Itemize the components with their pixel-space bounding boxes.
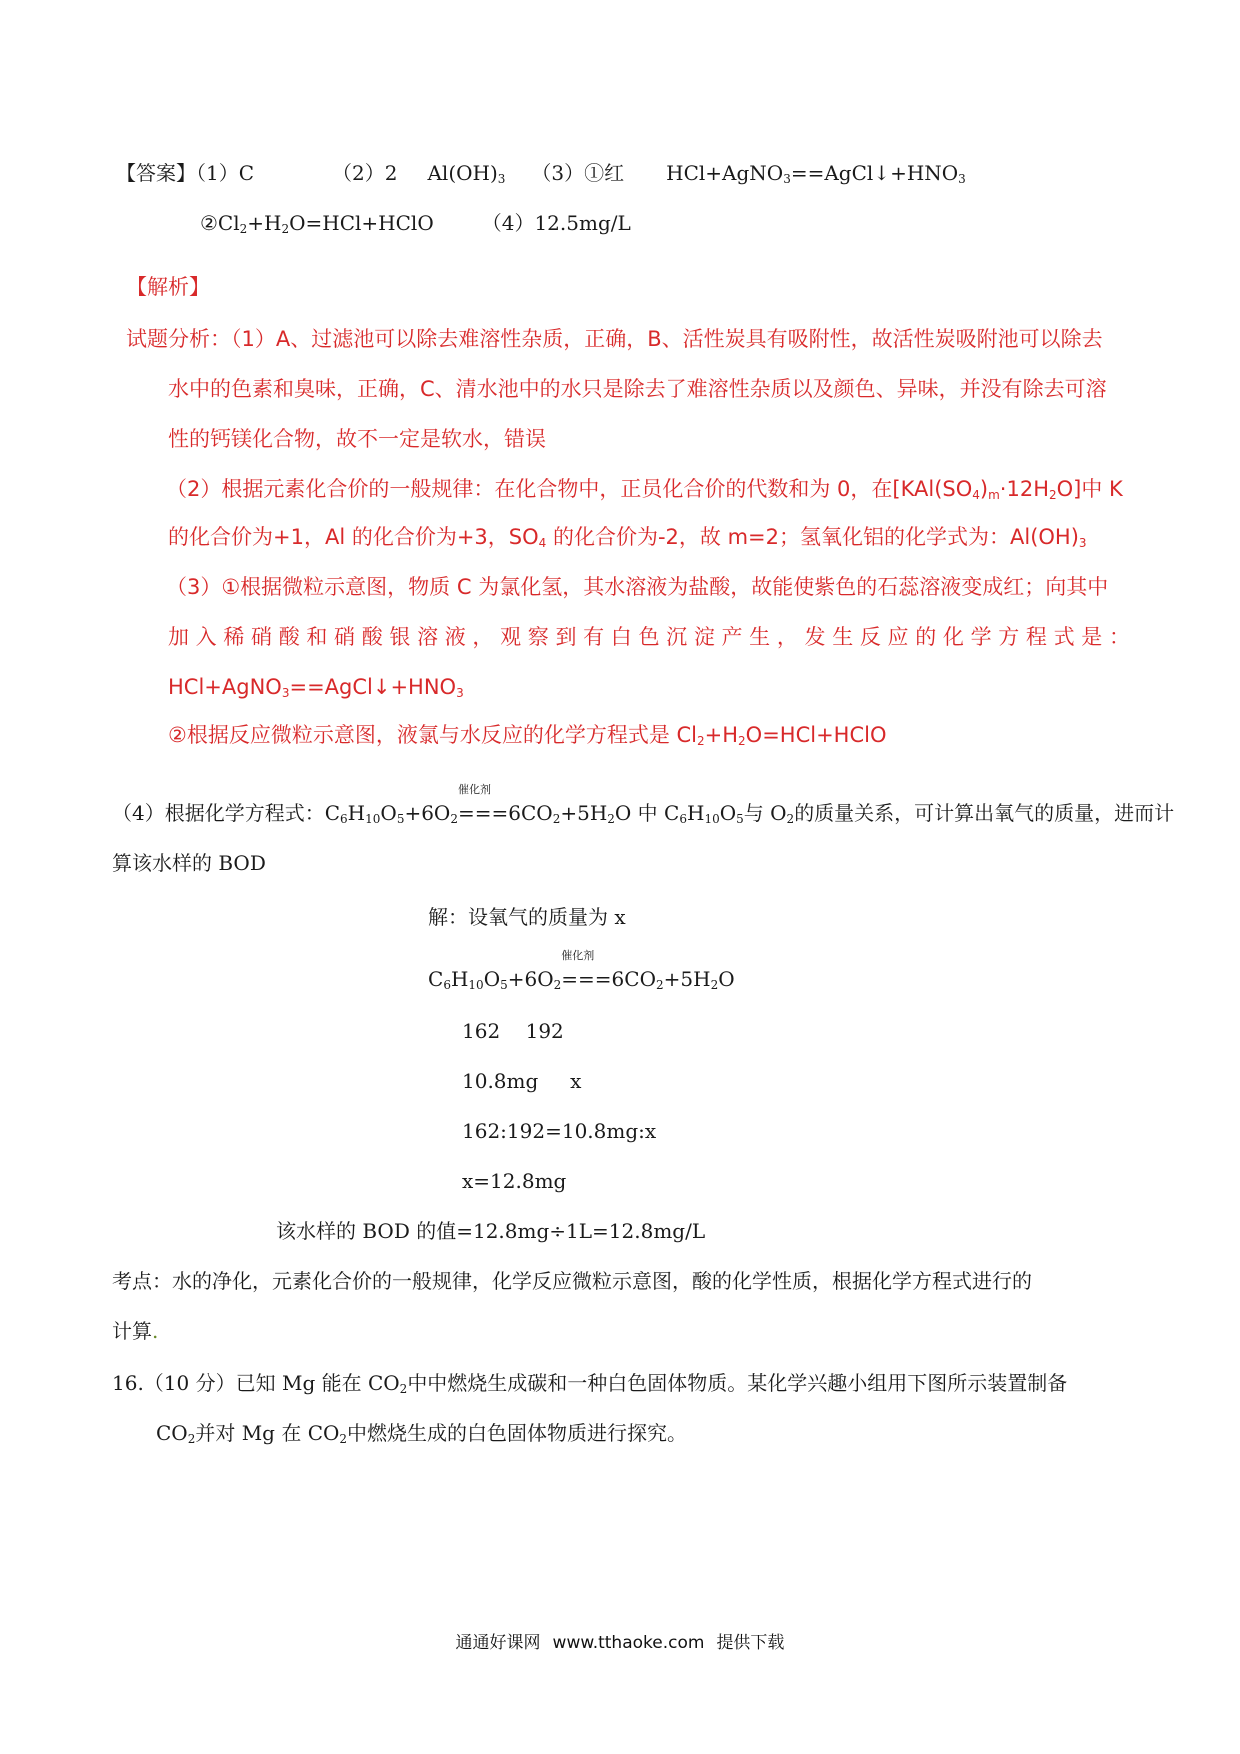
sub: 3	[497, 172, 506, 186]
answer-part3: （3）①红	[531, 161, 625, 185]
kaodian-dot: .	[152, 1319, 159, 1343]
analysis-p2-l1	[166, 476, 1123, 502]
catalyst-arrow: 催化剂 ===	[457, 783, 509, 825]
answer-eq1b: ==AgCl↓+HNO	[790, 161, 959, 185]
sub: 2	[1049, 488, 1057, 502]
answer-eq2b: +H	[247, 211, 282, 235]
calc-intro-l1: （4）根据化学方程式：$C_6H_{10}O_5+6O_2$ 催化剂 $===6CO_2+5H_2O$ 中 $C_6H_{10}O_5$与 $O_2$的质量关系，可计算出氧气的质量，进而计	[112, 783, 1175, 826]
answer-part2: （2）2	[332, 161, 398, 185]
analysis-text: 的化合价为+1，Al 的化合价为+3，SO	[168, 525, 539, 549]
analysis-p1-l3	[168, 426, 546, 452]
catalyst-arrow: 催化剂 ===	[561, 949, 612, 991]
sub: 3	[958, 172, 966, 186]
kaodian-l1	[112, 1268, 1032, 1294]
catalyst-label: 催化剂	[457, 783, 491, 796]
kaodian-text: 计算	[112, 1319, 152, 1343]
kaodian-text: 考点：水的净化，元素化合价的一般规律，化学反应微粒示意图，酸的化学性质，根据化学方程式进行的	[112, 1269, 1032, 1293]
analysis-p1-l1	[126, 326, 1103, 352]
sub: 2	[187, 1432, 196, 1446]
footer-site-name: 通通好课网	[455, 1633, 541, 1653]
calc-text: 该水样的 BOD 的值=12.8mg÷1L=12.8mg/L	[276, 1219, 706, 1243]
sub: 2	[786, 812, 795, 826]
analysis-p3-l1	[166, 574, 1108, 600]
calc-solve	[428, 904, 626, 930]
sub: 10	[365, 812, 381, 826]
answer-eq1a: HCl+AgNO	[666, 161, 784, 185]
calc-text: 中 C	[631, 801, 680, 825]
sub: 5	[500, 978, 508, 992]
sub: 4	[538, 536, 547, 550]
analysis-text: 水中的色素和臭味，正确，C、清水池中的水只是除去了难溶性杂质以及颜色、异味，并没有除去可溶	[168, 377, 1107, 401]
answer-label: 【答案】	[116, 161, 196, 185]
sub: 10	[704, 812, 720, 826]
q16-l2	[156, 1420, 687, 1446]
kaodian-l2	[112, 1318, 158, 1344]
q16-text: 中中燃烧生成碳和一种白色固体物质。某化学兴趣小组用下图所示装置制备	[407, 1371, 1068, 1395]
answer-eq2a: ②Cl	[200, 211, 240, 235]
calc-result	[276, 1218, 705, 1244]
answer-eq2c: O=HCl+HClO	[289, 211, 434, 235]
answer-part1: （1）C	[196, 161, 255, 185]
q16-text: 16.（10 分）已知 Mg 能在 CO	[112, 1371, 400, 1395]
sub: 2	[607, 812, 615, 826]
calc-text: 162 192	[462, 1019, 564, 1043]
catalyst-label: 催化剂	[561, 949, 595, 962]
sub: 10	[468, 978, 484, 992]
analysis-p1-l2	[168, 376, 1107, 402]
calc-text: x=12.8mg	[462, 1169, 567, 1193]
sub: m	[988, 488, 1000, 502]
sub: 2	[399, 1382, 408, 1396]
calc-text: 解：设氧气的质量为 x	[428, 905, 626, 929]
analysis-text: （2）根据元素化合价的一般规律：在化合物中，正员化合价的代数和为 0，在[KAl(SO	[166, 477, 973, 501]
q16-l1	[112, 1370, 1067, 1396]
q16-text: CO	[156, 1421, 188, 1445]
page-footer	[0, 1628, 1240, 1653]
analysis-p2-l2	[168, 524, 1087, 550]
sub: 6	[443, 978, 451, 992]
calc-row-1	[462, 1018, 564, 1044]
calc-text: 算该水样的 BOD	[112, 851, 266, 875]
sub: 2	[339, 1432, 348, 1446]
analysis-text: ·12H	[999, 477, 1049, 501]
sub: 2	[697, 734, 705, 748]
calc-intro-l2	[112, 850, 266, 876]
analysis-p4	[168, 722, 887, 748]
analysis-text: O]中 K	[1056, 477, 1123, 501]
sub: 2	[553, 978, 562, 992]
sub: 2	[738, 734, 746, 748]
analysis-text: )	[979, 477, 989, 501]
calc-row-4	[462, 1168, 566, 1194]
sub: 2	[710, 978, 719, 992]
calc-text: 162:192=10.8mg:x	[462, 1119, 657, 1143]
answer-part2b: Al(OH)	[427, 161, 498, 185]
analysis-text: HCl+AgNO	[168, 675, 282, 699]
sub: 2	[552, 812, 561, 826]
calc-text: 的质量关系，可计算出氧气的质量，进而计	[794, 801, 1175, 825]
sub: 3	[783, 172, 791, 186]
calc-text: 10.8mg x	[462, 1069, 582, 1093]
analysis-text: ==AgCl↓+HNO	[289, 675, 457, 699]
footer-url[interactable]: www.tthaoke.com	[552, 1633, 705, 1653]
answer-line-1	[116, 160, 966, 186]
sub: 3	[1078, 536, 1087, 550]
answer-line-2	[200, 210, 631, 236]
calc-row-2	[462, 1068, 581, 1094]
sub: 5	[396, 812, 405, 826]
analysis-label	[126, 274, 210, 300]
sub: 5	[736, 812, 744, 826]
sub: 3	[456, 686, 464, 700]
analysis-text: +H	[704, 723, 739, 747]
calc-text: （4）根据化学方程式：C	[112, 801, 341, 825]
analysis-text: ②根据反应微粒示意图，液氯与水反应的化学方程式是 Cl	[168, 723, 697, 747]
analysis-p3-l2	[168, 624, 1130, 650]
sub: 2	[450, 812, 458, 826]
sub: 3	[281, 686, 290, 700]
sub: 2	[655, 978, 664, 992]
analysis-text: （3）①根据微粒示意图，物质 C 为氯化氢，其水溶液为盐酸，故能使紫色的石蕊溶液变成红；向其中	[166, 575, 1109, 599]
answer-part4: （4）12.5mg/L	[481, 211, 631, 235]
analysis-text: 性的钙镁化合物，故不一定是软水，错误	[168, 427, 546, 451]
footer-tail: 提供下载	[716, 1633, 785, 1653]
analysis-label-text: 【解析】	[126, 275, 210, 299]
calc-equation: $C_6H_{10}O_5+6O_2$ 催化剂 $===6CO_2+5H_2O$	[428, 949, 735, 992]
q16-text: 并对 Mg 在 CO	[195, 1421, 340, 1445]
sub: 4	[972, 488, 980, 502]
calc-row-3	[462, 1118, 656, 1144]
sub: 6	[340, 812, 348, 826]
analysis-text: 加 入 稀 硝 酸 和 硝 酸 银 溶 液 ， 观 察 到 有 白 色 沉 淀 产 生 ， 发 生 反 应 的 化 学 方 程 式 是 ：	[168, 625, 1130, 649]
calc-text: 与 O	[743, 801, 787, 825]
analysis-text: 的化合价为-2，故 m=2；氢氧化铝的化学式为：Al(OH)	[546, 525, 1079, 549]
analysis-text: 试题分析：（1）A、过滤池可以除去难溶性杂质，正确，B、活性炭具有吸附性，故活性炭吸附池可以除去	[126, 327, 1103, 351]
analysis-text: O=HCl+HClO	[745, 723, 887, 747]
sub: 2	[239, 222, 248, 236]
sub: 2	[281, 222, 290, 236]
analysis-p3-l3	[168, 674, 464, 700]
sub: 6	[679, 812, 687, 826]
q16-text: 中燃烧生成的白色固体物质进行探究。	[347, 1421, 688, 1445]
